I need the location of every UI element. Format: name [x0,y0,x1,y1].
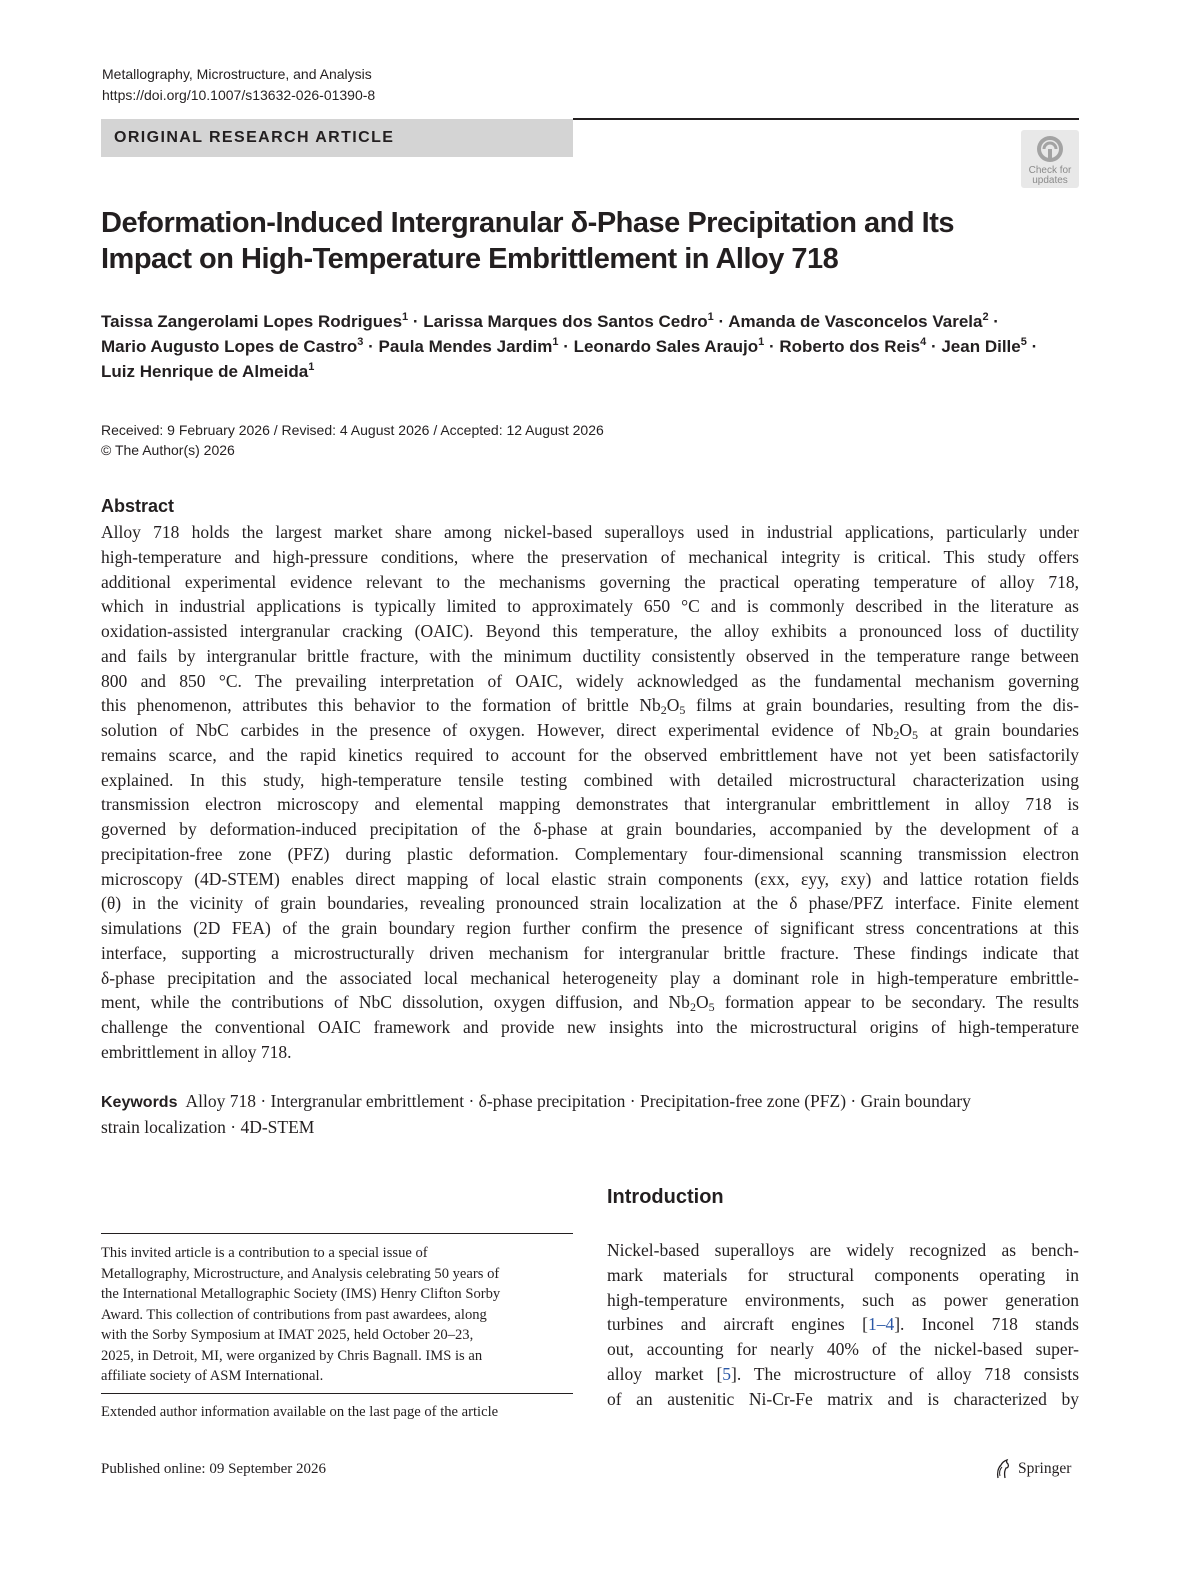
footnote-line: with the Sorby Symposium at IMAT 2025, held October 20–23, [101,1327,474,1343]
abstract-line: microscopy (4D-STEM) enables direct mapping of local elastic strain components (εxx, εyy, εxy) and lattice rotation fields [101,868,1079,889]
keywords-line-2: strain localization · 4D-STEM [101,1117,315,1137]
keywords [101,1089,1079,1140]
abstract-line: (θ) in the vicinity of grain boundaries, revealing pronounced strain localization at the δ phase/PFZ interface. Finite element [101,893,1079,914]
author-separator: · [713,312,729,331]
abstract-line: Alloy 718 holds the largest market share among nickel-based superalloys used in industrial applications, particularly under [101,522,1079,542]
author-affiliation: 5 [1020,336,1027,348]
footnote-rule [101,1393,573,1394]
abstract-body [101,520,1079,1065]
keywords-line-1: Alloy 718 · Intergranular embrittlement · δ-phase precipitation · Precipitation-free zone (PFZ) · Grain boundary [185,1091,971,1111]
author-info-note: Extended author information available on the last page of the article [101,1404,499,1420]
intro-text: of an austenitic Ni-Cr-Fe matrix and is characterized by [607,1388,1079,1409]
history-dates: Received: 9 February 2026 / Revised: 4 August 2026 / Accepted: 12 August 2026 [101,422,604,438]
journal-header [102,64,375,106]
footnote-line: affiliate society of ASM International. [101,1368,324,1384]
author-name[interactable]: Mario Augusto Lopes de Castro [101,337,358,356]
intro-text: ]. Inconel 718 stands [894,1314,1079,1335]
springer-horse-icon [992,1458,1014,1480]
subscript: 5 [708,1000,715,1015]
title-line-2: Impact on High-Temperature Embrittlement in Alloy 718 [101,243,839,275]
introduction-body [607,1238,1079,1411]
author-name[interactable]: Roberto dos Reis [779,337,921,356]
intro-text: mark materials for structural components operating in [607,1264,1079,1285]
special-issue-footnote [101,1243,573,1387]
publisher-logo [992,1458,1071,1480]
check-updates-line1: Check for [1028,165,1072,176]
abstract-line: oxidation-assisted intergranular cracking (OAIC). Beyond this temperature, the alloy exhibits a pronounced loss of ductility [101,621,1079,641]
introduction-heading: Introduction [607,1186,724,1208]
author-separator: · [988,312,999,331]
abstract-line: challenge the conventional OAIC framework and provide new insights into the microstructural origins of high-temperature [101,1017,1079,1037]
author-affiliation: 1 [758,336,765,348]
author-line-1 [101,309,1101,334]
abstract-line: this phenomenon, attributes this behavior to the formation of brittle $Nb_2O_5$ films at grain boundaries, resulting from the dis- [101,695,1080,718]
check-for-updates-button[interactable] [1021,130,1079,188]
author-name[interactable]: Luiz Henrique de Almeida [101,362,309,381]
author-affiliation: 1 [552,336,559,348]
abstract-line: interface, supporting a microstructurally driven mechanism for intergranular brittle fracture. These findings indicate that [101,942,1079,963]
intro-text: alloy market [ [607,1363,723,1384]
author-separator: · [363,337,379,356]
check-for-updates-icon [1035,134,1065,164]
author-name[interactable]: Leonardo Sales Araujo [573,337,759,356]
subscript: 2 [689,1000,696,1015]
abstract-line: ment, while the contributions of NbC dissolution, oxygen diffusion, and $Nb_2O_5$ formation appear to be secondary. The results [101,992,1079,1015]
intro-line [607,1362,1079,1387]
author-line-2 [101,334,1101,359]
intro-line [607,1263,1079,1288]
author-name[interactable]: Larissa Marques dos Santos Cedro [423,312,708,331]
citation-link[interactable]: 1–4 [867,1314,895,1335]
journal-name: Metallography, Microstructure, and Analysis [102,66,372,82]
author-affiliation: 3 [357,336,364,348]
intro-line [607,1238,1079,1263]
title-line-1: Deformation-Induced Intergranular δ-Phase Precipitation and Its [101,207,954,239]
author-name[interactable]: Taissa Zangerolami Lopes Rodrigues [101,312,403,331]
citation-link[interactable]: 5 [722,1363,732,1384]
abstract-line: additional experimental evidence relevant to the mechanisms governing the practical operating temperature of alloy 718, [101,571,1079,592]
article-type-banner: ORIGINAL RESEARCH ARTICLE [101,119,573,157]
article-title [101,205,1101,277]
intro-text: out, accounting for nearly 40% of the nickel-based super- [607,1339,1079,1359]
subscript: 5 [912,728,918,742]
intro-line [607,1288,1079,1313]
abstract-line: high-temperature and high-pressure conditions, where the preservation of mechanical integrity is critical. This study offers [101,546,1079,567]
author-separator: · [408,312,424,331]
subscript: 5 [679,703,686,718]
author-separator: · [1026,337,1038,356]
header-rule [573,118,1079,120]
author-name[interactable]: Paula Mendes Jardim [378,337,553,356]
abstract-line: simulations (2D FEA) of the grain boundary region further confirm the presence of significant stress concentrations at this [101,918,1079,938]
intro-line [607,1387,1079,1412]
abstract-line: δ-phase precipitation and the associated local mechanical heterogeneity play a dominant role in high-temperature embrittle- [101,967,1079,988]
abstract-line: and fails by intergranular brittle fracture, with the minimum ductility consistently observed in the temperature range between [101,645,1079,666]
abstract-line: precipitation-free zone (PFZ) during plastic deformation. Complementary four-dimensional scanning transmission electron [101,843,1079,864]
intro-text: Nickel-based superalloys are widely recognized as bench- [607,1240,1079,1260]
footnote-line: Award. This collection of contributions from past awardees, along [101,1306,487,1323]
publisher-name: Springer [1018,1460,1072,1477]
footnote-line: Metallography, Microstructure, and Analysis celebrating 50 years of [101,1265,500,1282]
abstract-line: 800 and 850 °C. The prevailing interpretation of OAIC, widely acknowledged as the fundamental mechanism governing [101,670,1079,691]
abstract-heading: Abstract [101,496,175,516]
published-online-date: Published online: 09 September 2026 [101,1461,326,1477]
doi-link[interactable]: https://doi.org/10.1007/s13632-026-01390-8 [102,87,376,103]
subscript: 2 [893,728,900,742]
footnote-line: 2025, in Detroit, MI, were organized by Chris Bagnall. IMS is an [101,1347,483,1364]
author-name[interactable]: Jean Dille [941,337,1021,356]
footnote-line: the International Metallographic Society (IMS) Henry Clifton Sorby [101,1286,501,1302]
intro-text: turbines and aircraft engines [ [607,1314,868,1335]
abstract-line: embrittlement in alloy 718. [101,1041,292,1062]
footnote-line: This invited article is a contribution to a special issue of [101,1245,428,1261]
author-affiliation: 1 [707,311,714,323]
author-name[interactable]: Amanda de Vasconcelos Varela [728,312,983,331]
author-list [101,309,1101,384]
abstract-line: explained. In this study, high-temperature tensile testing combined with detailed microstructural characterization using [101,769,1079,790]
author-separator: · [558,337,574,356]
intro-line [607,1337,1079,1362]
abstract-line: solution of NbC carbides in the presence of oxygen. However, direct experimental evidence of $Nb_2O_5$ at grain boundaries [101,720,1079,742]
author-separator: · [926,337,942,356]
abstract-line: remains scarce, and the rapid kinetics required to account for the observed embrittlement have not yet been satisfactorily [101,744,1079,765]
copyright: © The Author(s) 2026 [101,442,235,458]
author-affiliation: 1 [308,361,315,373]
intro-text: ]. The microstructure of alloy 718 consists [731,1363,1079,1384]
abstract-line: which in industrial applications is typically limited to approximately 650 °C and is commonly described in the literature as [101,596,1079,617]
subscript: 2 [660,703,667,718]
author-separator: · [764,337,780,356]
author-line-3 [101,359,1101,384]
author-affiliation: 4 [920,336,927,348]
abstract-line: transmission electron microscopy and elemental mapping demonstrates that intergranular embrittlement in alloy 718 is [101,794,1079,815]
article-dates [101,420,604,460]
intro-line [607,1312,1079,1337]
keywords-label: Keywords [101,1094,178,1111]
check-updates-line2: updates [1032,175,1068,186]
author-affiliation: 1 [402,311,409,323]
abstract-line: governed by deformation-induced precipitation of the δ-phase at grain boundaries, accompanied by the development of a [101,819,1079,839]
author-affiliation: 2 [982,311,989,323]
intro-text: high-temperature environments, such as power generation [607,1289,1079,1310]
footnote-rule [101,1233,573,1234]
